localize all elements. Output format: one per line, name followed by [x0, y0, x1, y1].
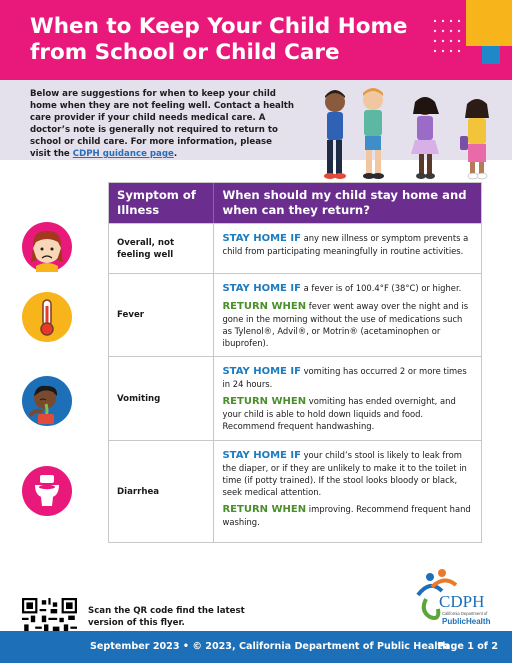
sad-face-icon — [22, 222, 72, 272]
header-symptom: Symptom of Illness — [109, 183, 214, 223]
symptom-table — [108, 182, 482, 543]
guidance-cell — [214, 357, 481, 440]
svg-text:California Department of: California Department of — [442, 611, 488, 616]
page-title: When to Keep Your Child Home from School or Child Care — [30, 14, 408, 65]
intro-text: Below are suggestions for when to keep your child home when they are not feeling well. Contact a health care provider if your child needs medical care. A doctor’s note is generally not required to return to school or child care. For more information, please visit the CDPH guidance page. — [30, 89, 295, 159]
header-when: When should my child stay home and when can they return? — [222, 188, 467, 217]
cdph-guidance-link[interactable]: CDPH guidance page — [72, 149, 174, 159]
blue-square-decoration — [482, 46, 500, 64]
table-row — [109, 440, 481, 542]
return-when-text: RETURN WHEN vomiting has ended overnight, and your child is able to hold down liquids and food. Recommend frequent handwashing. — [222, 396, 456, 431]
symptom-cell: Overall, not feeling well — [109, 224, 214, 273]
header-banner — [0, 0, 512, 80]
table-row — [109, 223, 481, 273]
table-header — [109, 183, 481, 223]
return-when-text: RETURN WHEN fever went away over the night and is gone in the morning without the use of medications such as Tylenol®, Advil®, or Motrin® (acetaminophen or ibuprofen). — [222, 301, 469, 348]
stay-home-label: STAY HOME IF — [222, 233, 301, 244]
guidance-cell — [214, 441, 481, 542]
children-illustration — [305, 84, 510, 184]
symptom-cell: Fever — [109, 274, 214, 356]
vomiting-child-icon — [22, 376, 72, 426]
guidance-cell — [214, 224, 481, 273]
symptom-cell: Diarrhea — [109, 441, 214, 542]
symptom-cell: Vomiting — [109, 357, 214, 440]
guidance-cell — [214, 274, 481, 356]
stay-home-text: STAY HOME IF any new illness or symptom prevents a child from participating meaningfully in routine activities. — [222, 233, 469, 256]
svg-text:CDPH: CDPH — [439, 592, 485, 611]
footer-bar — [0, 631, 512, 663]
thermometer-icon — [22, 292, 72, 342]
return-when-label: RETURN WHEN — [222, 504, 307, 515]
stay-home-text: STAY HOME IF your child’s stool is likely to leak from the diaper, or if they are unlikely to make it to the toilet in time (if potty trained). If the stool looks bloody or black, seek medical attention. — [222, 450, 467, 497]
qr-caption: Scan the QR code find the latest version of this flyer. — [88, 606, 245, 628]
table-row — [109, 356, 481, 440]
stay-home-label: STAY HOME IF — [222, 450, 301, 461]
stay-home-label: STAY HOME IF — [222, 283, 301, 294]
yellow-square-decoration — [466, 0, 512, 46]
cdph-logo — [412, 565, 502, 630]
return-when-label: RETURN WHEN — [222, 396, 307, 407]
return-when-text: RETURN WHEN improving. Recommend frequent hand washing. — [222, 504, 471, 527]
table-row — [109, 273, 481, 356]
dot-grid-decoration — [432, 18, 462, 58]
page-number: Page 1 of 2 — [437, 641, 498, 652]
stay-home-text: STAY HOME IF a fever is of 100.4°F (38°C) or higher. — [222, 283, 462, 294]
footer-date-copyright: September 2023 • © 2023, California Department of Public Health — [90, 641, 450, 652]
stay-home-label: STAY HOME IF — [222, 366, 301, 377]
stay-home-text: STAY HOME IF vomiting has occurred 2 or more times in 24 hours. — [222, 366, 467, 389]
toilet-icon — [22, 466, 72, 516]
svg-text:PublicHealth: PublicHealth — [442, 617, 491, 626]
return-when-label: RETURN WHEN — [222, 301, 307, 312]
